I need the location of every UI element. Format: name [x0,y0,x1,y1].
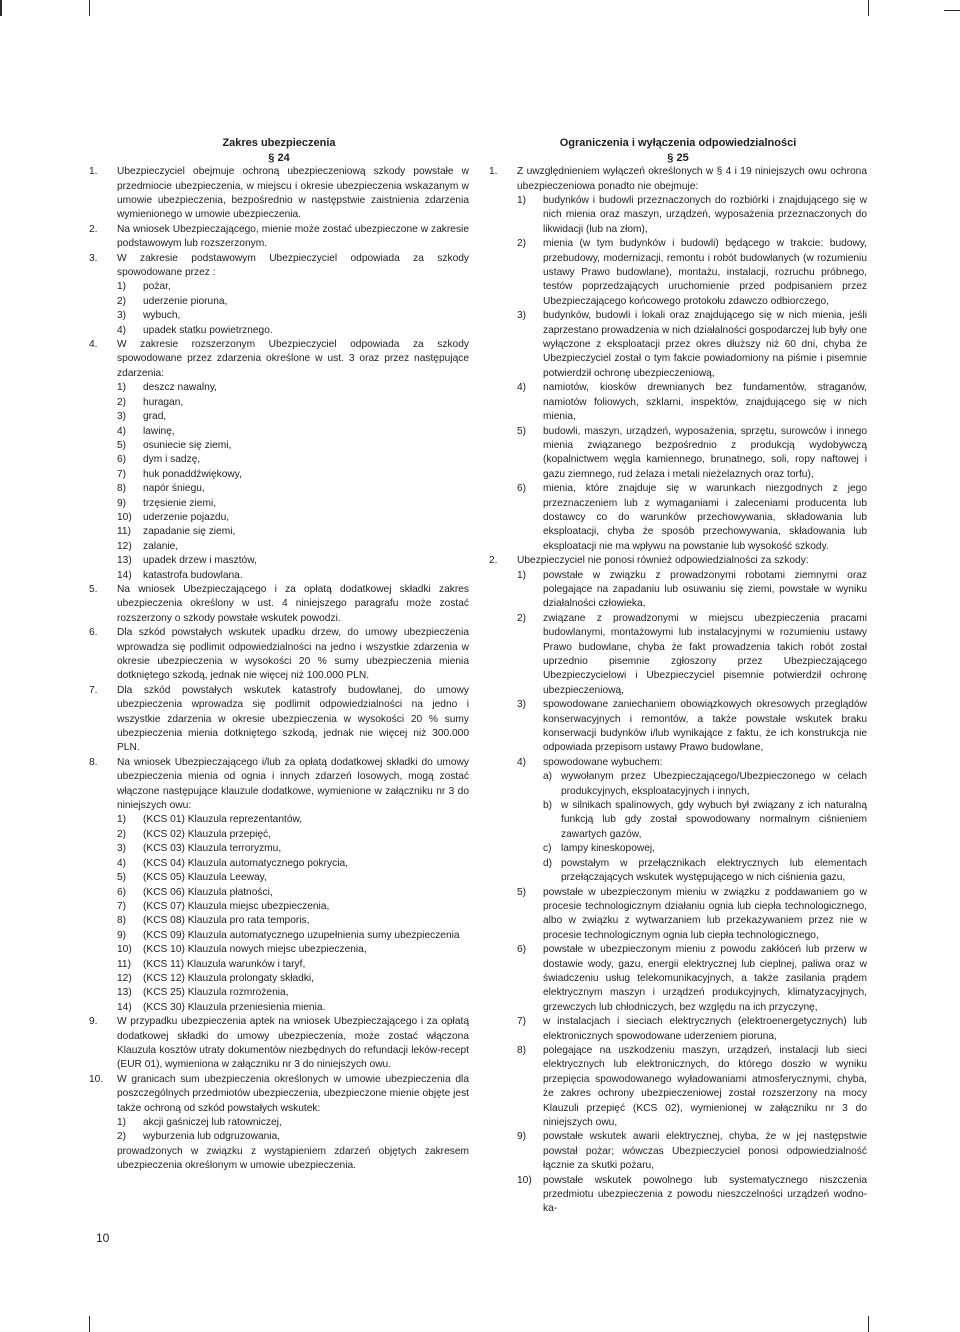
list-item [117,396,469,410]
list-item [117,439,469,453]
list-item-body [143,280,469,294]
list-item-text: spowodowane zaniechaniem obowiązkowych okresowych przeglądów konserwacyjnych i remontów, a także powstałe wskutek braku konserwacji budynków i/lub wynikające z faktu, że ich konstrukcja nie odpowiada przepisom ustawy Prawo budowlane, [543,699,867,754]
list-item-text: (KCS 01) Klauzula reprezentantów, [143,814,303,826]
list-item-number: 13) [117,555,132,567]
list-item-number: 2) [117,1131,127,1143]
list-item-text: namiotów, kiosków drewnianych bez fundamentów, straganów, namiotów foliowych, szklarni, inspektów, znajdującego się w nich mienia, [543,382,867,423]
list-item-body [143,1116,469,1130]
list-item-number: 9) [117,929,127,941]
list-item [117,857,469,871]
list-item-body [143,554,469,568]
list-item-text: mienia, które znajduje się w warunkach niezgodnych z jego przeznaczeniem lub z wymaganiami i zaleceniami producenta lub dostawcy co do warunków przechowywania, składowania lub eksploatacji, chyba że sposób przechowywania, składowania lub eksploatacji nie ma wpływu na powstanie lub wysokość szkody. [543,483,867,552]
list-item-body [543,1015,867,1044]
list-item-text: mienia (w tym budynków i budowli) będącego w trakcie: budowy, przebudowy, modernizacji, remontu i robót budowlanych (w rozumieniu ustawy Prawo budowlane), montażu, instalacji, rozruchu próbnego, testów poprzedzających uruchomienie przed podpisaniem przez Ubezpieczającego końcowego protokołu zdawczo odbiorczego, [543,238,867,307]
list-item [117,871,469,885]
list-item [117,900,469,914]
list-item [117,886,469,900]
list-item-number: 1) [117,281,127,293]
paragraph-number: 4. [89,339,98,351]
list-item-number: 8) [117,483,127,495]
paragraph-body [117,756,469,1015]
paragraph-text: Ubezpieczyciel nie ponosi również odpowiedzialności za szkody: [517,555,809,567]
paragraph [89,684,469,756]
list-item-text: napór śniegu, [143,483,205,495]
list-item-body [543,381,867,424]
list-item-text: (KCS 08) Klauzula pro rata temporis, [143,915,310,927]
paragraph-number: 10. [89,1073,104,1085]
section-number-25: § 25 [667,151,689,164]
list-item-number: 5) [117,872,127,884]
list-item-body [143,813,469,827]
list-item [117,986,469,1000]
list-item-body [143,439,469,453]
list-item [117,381,469,395]
list-item-text: (KCS 11) Klauzula warunków i taryf, [143,958,306,970]
list-item-text: akcji gaśniczej lub ratowniczej, [143,1117,282,1128]
paragraph-number: 2. [489,555,498,567]
list-item-number: 9) [117,497,127,509]
list-item-body [143,871,469,885]
list-item-text: wybuch, [143,310,181,322]
list-item [117,972,469,986]
paragraph-body [517,554,867,1217]
list-item-number: 9) [517,1131,527,1143]
list-item-body [543,1044,867,1130]
list-item-body [543,482,867,554]
list-item-number: 10) [117,511,132,523]
list-item [117,813,469,827]
list-item-number: 4) [117,324,127,336]
list-item-text: (KCS 03) Klauzula terroryzmu, [143,843,282,855]
list-item-body [143,425,469,439]
list-item-number: 1) [117,814,127,826]
list-item [517,1130,867,1173]
list-item [517,381,867,424]
list-item-body [143,468,469,482]
list-item-body [143,295,469,309]
list-item-body [143,886,469,900]
list-item-text: upadek drzew i masztów, [143,555,257,567]
section-title-exclusions: Ograniczenia i wyłączenia odpowiedzialności [559,137,797,149]
crop-mark-bottom-left [89,1316,90,1332]
list-item-text: uderzenie pojazdu, [143,511,230,523]
list-item-body [143,482,469,496]
list-item-text: budowli, maszyn, urządzeń, wyposażenia, sprzętu, surowców i innego mienia związanego bezpośrednio z produkcją wydobywczą (kopalnictwem węgla kamiennego, brunatnego, soli, ropy naftowej i gazu ziemnego, rud żelaza i metali nieżelaznych oraz torfu), [543,425,867,480]
sub-item-text: powstałym w przełącznikach elektrycznych lub elementach przełączających wskutek występującego w nich ciśnienia gazu, [561,857,867,884]
list-item [517,886,867,944]
list-item [117,554,469,568]
list-item-number: 4) [517,382,527,394]
list-item-text: huk ponaddźwiękowy, [143,468,242,480]
list-item-number: 5) [517,425,527,437]
section-title-scope: Zakres ubezpieczenia [222,137,336,149]
list-item-number: 3) [117,310,127,322]
list-item [517,482,867,554]
paragraph-body [117,626,469,684]
paragraph-text: Na wniosek Ubezpieczającego i/lub za opłatą dodatkowej składki do umowy ubezpieczenia mienia od ognia i innych zdarzeń losowych, mogą zostać włączone następujące klauzule dodatkowe, wymienione w załączniku nr 3 do niniejszych owu: [117,756,469,812]
list-item [117,425,469,439]
paragraph-body [117,252,469,338]
list-item-text: (KCS 10) Klauzula nowych miejsc ubezpieczenia, [143,944,367,956]
list-item-number: 4) [117,857,127,869]
sub-item-text: wywołanym przez Ubezpieczającego/Ubezpieczonego w celach produkcyjnych, eksploatacyjnych i innych, [561,771,867,797]
paragraph-text: Z uwzględnieniem wyłączeń określonych w § 4 i 19 niniejszych owu ochrona ubezpieczeniowa ponadto nie obejmuje: [517,166,867,192]
paragraph [89,756,469,1015]
list-item-text: (KCS 04) Klauzula automatycznego pokrycia, [143,857,348,869]
list-item-body [143,453,469,467]
sub-item-letter: c) [543,843,552,855]
list-item-text: deszcz nawalny, [143,382,217,394]
list-item-body [143,309,469,323]
list-item [117,525,469,539]
paragraph [89,165,469,223]
paragraph-text: W granicach sum ubezpieczenia określonych w umowie ubezpieczenia dla poszczególnych przedmiotów ubezpieczenia, ubezpieczone mienie objęte jest także ochroną od szkód powstałych wskutek: [117,1073,469,1114]
list-item [517,1174,867,1217]
list-item-number: 7) [117,900,127,912]
paragraph-number: 8. [89,756,98,768]
paragraph-number: 9. [89,1016,98,1028]
list-item-body [143,497,469,511]
list-item-body [143,525,469,539]
list-item-text: powstałe w związku z prowadzonymi robotami ziemnymi oraz polegające na zapadaniu lub osuwaniu się ziemi, powstałe w wyniku działalności człowieka, [543,569,867,610]
list-item [117,410,469,424]
list-item-text: powstałe w ubezpieczonym mieniu w związku z poddawaniem go w procesie technologicznym działaniu ognia lub ciepła technologicznego, albo w związku z wytwarzaniem lub przekazywaniem przez nie w procesie technologicznym ognia lub ciepła technologicznego, [543,886,867,941]
list-item [517,756,867,886]
paragraph-number: 3. [89,252,98,264]
paragraph-list [89,165,469,1173]
sub-item-text: w silnikach spalinowych, gdy wybuch był związany z ich naturalną funkcją lub gdy został spowodowany normalnym ciśnieniem zawartych gazów, [561,800,867,840]
list-item-body [143,410,469,424]
paragraph [89,338,469,583]
sub-item-letter: b) [543,800,553,812]
list-item-body [543,194,867,237]
paragraph-text: W zakresie rozszerzonym Ubezpieczyciel odpowiada za szkody spowodowane przez zdarzenia określone w ust. 3 oraz przez następujące zdarzenia: [117,339,469,379]
list-item-body [143,569,469,583]
list-item-number: 10) [517,1174,532,1186]
section-number-24: § 24 [268,151,290,164]
list-item-number: 1) [517,569,527,581]
list-item [117,943,469,957]
sub-item-text: lampy kineskopowej, [561,843,655,855]
sub-item-letter: d) [543,857,553,869]
list-item [117,511,469,525]
paragraph-text: Dla szkód powstałych wskutek katastrofy budowlanej, do umowy ubezpieczenia wprowadza się podlimit odpowiedzialności na jedno i wszystkie zdarzenia w okresie ubezpieczenia w wysokości 20 % sumy ubezpieczenia mienia dotkniętego szkodą, jednak nie więcej niż 300.000 PLN. [117,684,469,754]
list-item-body [143,929,469,943]
list-item-number: 6) [117,454,127,466]
paragraph-body [117,684,469,756]
list-item-text: powstałe wskutek powolnego lub systematycznego niszczenia przedmiotu ubezpieczenia z powodu nieszczelności urządzeń wodno-ka- [543,1174,867,1215]
list-item-text: (KCS 25) Klauzula rozmrożenia, [143,987,289,999]
list-item-number: 2) [517,612,527,624]
list-item-text: (KCS 05) Klauzula Leeway, [143,872,267,884]
list-item-body [143,324,469,338]
list-item-text: pożar, [143,281,171,293]
paragraph-number: 1. [489,166,498,178]
list-item-number: 6) [517,944,527,956]
page-number: 10 [96,1231,110,1245]
list-item-body [143,943,469,957]
list-item [117,280,469,294]
list-item-text: wyburzenia lub odgruzowania, [143,1131,281,1143]
list-item-text: grad, [143,411,167,423]
paragraph [489,554,867,1217]
paragraph-body [117,165,469,223]
paragraph-body [517,165,867,554]
list-item-number: 3) [517,310,527,322]
list-item-text: zalanie, [143,540,179,552]
list-item-number: 14) [117,1001,132,1013]
list-item-number: 4) [517,756,527,768]
list-item [517,569,867,612]
list-item-body [543,425,867,483]
list-item-body [543,943,867,1015]
list-item-text: zapadanie się ziemi, [143,526,236,538]
list-item [517,1044,867,1130]
list-item-text: lawinę, [143,425,175,437]
list-item [117,914,469,928]
paragraph-text: W zakresie podstawowym Ubezpieczyciel odpowiada za szkody spowodowane przez : [117,252,469,279]
list-item-text: (KCS 02) Klauzula przepięć, [143,828,271,840]
list-item [117,569,469,583]
list-item-number: 12) [117,972,132,984]
list-item-body [143,857,469,871]
list-item [517,194,867,237]
list-item [517,698,867,756]
list-item [517,1015,867,1044]
sub-item [543,857,867,886]
list-item [517,943,867,1015]
list-item-text: upadek statku powietrznego. [143,324,273,336]
list-item [517,237,867,309]
paragraph-body [117,583,469,626]
list-item-number: 2) [117,828,127,840]
list-item-text: w instalacjach i sieciach elektrycznych (elektroenergetycznych) lub elektronicznych spowodowane uderzeniem pioruna, [543,1016,867,1042]
list-item-text: powstałe w ubezpieczonym mieniu z powodu zakłóceń lub przerw w dostawie wody, gazu, energii elektrycznej lub cieplnej, paliwa oraz w świadczeniu usług telekomunikacyjnych, a także zasilania prądem elektrycznym maszyn i urządzeń produkcyjnych, klimatyzacyjnych, grzewczych lub chłodniczych, bez względu na ich przyczynę, [543,944,867,1013]
paragraph [89,626,469,684]
list-item-number: 7) [517,1016,527,1028]
list-item-number: 2) [517,238,527,250]
list-item-text: huragan, [143,396,184,408]
crop-mark-top-right [868,0,869,16]
list-item [117,453,469,467]
list-item-text: osuniecie się ziemi, [143,439,232,451]
list-item-text: dym i sadzę, [143,454,201,466]
list-item-text: budynków, budowli i lokali oraz znajdującego się w nich mienia, jeśli zaprzestano prowadzenia w nich działalności gospodarczej lub były one wyłączone z eksploatacji przez okres dłuższy niż 60 dni, chyba że Ubezpieczyciel został o tym fakcie powiadomiony na piśmie i pisemnie potwierdził ochronę ubezpieczeniową, [543,310,867,379]
paragraph [89,1015,469,1073]
list-item-body [543,756,867,886]
paragraph-number: 5. [89,583,98,595]
list-item-text: (KCS 09) Klauzula automatycznego uzupełnienia sumy ubezpieczenia [143,929,460,941]
list-item [117,958,469,972]
list-item-body [143,1130,469,1144]
paragraph [89,1073,469,1174]
paragraph-text: Ubezpieczyciel obejmuje ochroną ubezpieczeniową szkody powstałe w przedmiocie ubezpieczenia, w miejscu i okresie ubezpieczenia wskazanym w umowie ubezpieczenia, bezpośrednio w następstwie zaistnienia zdarzenia wymienionego w umowie ubezpieczenia. [117,166,469,221]
list-item [117,309,469,323]
list-item-number: 10) [117,944,132,956]
list-item-number: 1) [117,1117,127,1128]
list-item-body [543,309,867,381]
list-item-body [543,698,867,756]
list-item [117,468,469,482]
paragraph [489,165,867,554]
list-item-body [143,900,469,914]
paragraph [89,223,469,252]
list-item-number: 11) [117,526,131,538]
left-column [89,136,469,1174]
list-item-number: 13) [117,987,132,999]
list-item-number: 3) [117,411,127,423]
list-item-text: uderzenie pioruna, [143,295,228,307]
list-item [517,612,867,698]
list-item [117,482,469,496]
list-item-body [543,612,867,698]
list-item-body [543,1130,867,1173]
list-item-text: (KCS 06) Klauzula płatności, [143,886,273,898]
list-item-body [143,986,469,1000]
list-item-text: katastrofa budowlana. [143,569,243,581]
paragraph-body [117,223,469,252]
list-item-number: 8) [517,1044,527,1056]
list-item-body [143,958,469,972]
list-item [517,425,867,483]
list-item-number: 4) [117,425,127,437]
list-item-text: związane z prowadzonymi w miejscu ubezpieczenia pracami budowlanymi, montażowymi lub instalacyjnymi w rozumieniu ustawy Prawo budowlane, chyba że fakt prowadzenia takich robót został uprzednio pisemnie zgłoszony przez Ubezpieczającego Ubezpieczycielowi i Ubezpieczyciel pisemnie potwierdził ochronę ubezpieczeniową, [543,612,867,696]
list-item-body [143,381,469,395]
list-item-number: 14) [117,569,132,581]
list-item-number: 12) [117,540,132,552]
paragraph-body [117,1015,469,1073]
list-item-body [543,1174,867,1217]
paragraph-list [489,165,867,1217]
crop-mark-bottom-right [868,1316,869,1332]
list-item-body [143,1001,469,1015]
list-item-text: (KCS 30) Klauzula przeniesienia mienia. [143,1001,326,1013]
paragraph-body [117,1073,469,1174]
list-item [117,1130,469,1144]
right-column [489,136,867,1217]
paragraph-number: 2. [89,223,98,235]
list-item [117,295,469,309]
list-item-number: 3) [117,843,127,855]
list-item-number: 6) [117,886,127,898]
sub-item [543,799,867,842]
paragraph-text: W przypadku ubezpieczenia aptek na wniosek Ubezpieczającego i za opłatą dodatkowej składki do umowy ubezpieczenia, może zostać włączona Klauzula kosztów utraty dokumentów niezbędnych do refundacji leków-recept (EUR 01), wymieniona w załączniku nr 3 do niniejszych owu. [117,1016,469,1071]
list-item-number: 7) [117,468,127,480]
crop-mark-top-left [0,0,2,16]
paragraph-tail: prowadzonych w związku z wystąpieniem zdarzeń objętych zakresem ubezpieczenia określonym w umowie ubezpieczenia. [117,1145,469,1172]
list-item [117,929,469,943]
list-item-body [143,540,469,554]
list-item-body [543,886,867,944]
list-item-text: (KCS 07) Klauzula miejsc ubezpieczenia, [143,900,330,912]
list-item-number: 5) [517,886,527,898]
list-item-text: budynków i budowli przeznaczonych do rozbiórki i znajdującego się w nich mienia oraz maszyn, urządzeń, wyposażenia przeznaczonych do likwidacji (lub na złom), [543,195,867,235]
paragraph-text: Na wniosek Ubezpieczającego, mienie może zostać ubezpieczone w zakresie podstawowym lub rozszerzonym. [117,223,469,250]
list-item-body [143,842,469,856]
list-item [117,1116,469,1130]
list-item [117,828,469,842]
list-item-body [543,237,867,309]
list-item-text: spowodowane wybuchem: [543,756,663,768]
list-item-number: 1) [517,195,527,206]
list-item-body [143,972,469,986]
list-item-text: trzęsienie ziemi, [143,497,217,509]
list-item-number: 3) [517,699,527,711]
paragraph-body [117,338,469,583]
list-item-number: 2) [117,396,127,408]
crop-mark-top-right-edge [944,10,960,11]
list-item-number: 1) [117,382,127,394]
paragraph-number: 7. [89,684,98,696]
list-item-body [143,396,469,410]
paragraph-number: 6. [89,627,98,639]
list-item [517,309,867,381]
paragraph-number: 1. [89,166,98,178]
list-item-text: polegające na uszkodzeniu maszyn, urządzeń, instalacji lub sieci elektrycznych lub elektronicznych, do którego doszło w wyniku przepięcia spowodowanego wyładowaniami atmosferycznymi, chyba, że zakres ochrony ubezpieczeniowej został rozszerzony na mocy Klauzuli przepięć (KCS 02), wymienionej w załączniku nr 3 do niniejszych owu, [543,1044,867,1128]
list-item-text: (KCS 12) Klauzula prolongaty składki, [143,972,315,984]
list-item-number: 8) [117,915,127,927]
sub-item [543,842,867,856]
list-item [117,497,469,511]
sub-item-letter: a) [543,771,553,783]
list-item-body [543,569,867,612]
list-item-number: 5) [117,439,127,451]
paragraph-text: Na wniosek Ubezpieczającego i za opłatą dodatkowej składki zakres ubezpieczenia określony w ust. 4 niniejszego paragrafu może zostać rozszerzony o szkody powstałe wskutek powodzi. [117,583,469,624]
list-item [117,324,469,338]
list-item [117,842,469,856]
paragraph [89,252,469,338]
crop-mark-top-left-vertical [89,0,90,16]
list-item-body [143,511,469,525]
list-item-number: 2) [117,295,127,307]
list-item-text: powstałe wskutek awarii elektrycznej, chyba, że w jej następstwie powstał pożar; wówczas Ubezpieczyciel ponosi odpowiedzialność łącznie za skutki pożaru, [543,1131,867,1172]
list-item-body [143,828,469,842]
list-item-number: 6) [517,483,527,495]
sub-item [543,770,867,799]
list-item [117,1001,469,1015]
paragraph [89,583,469,626]
list-item-body [143,914,469,928]
list-item-number: 11) [117,958,131,970]
paragraph-text: Dla szkód powstałych wskutek upadku drzew, do umowy ubezpieczenia wprowadza się podlimit odpowiedzialności na jedno i wszystkie zdarzenia w okresie ubezpieczenia w wysokości 20 % sumy ubezpieczenia mienia dotkniętego szkodą, jednak nie więcej niż 100.000 PLN. [117,627,469,682]
list-item [117,540,469,554]
